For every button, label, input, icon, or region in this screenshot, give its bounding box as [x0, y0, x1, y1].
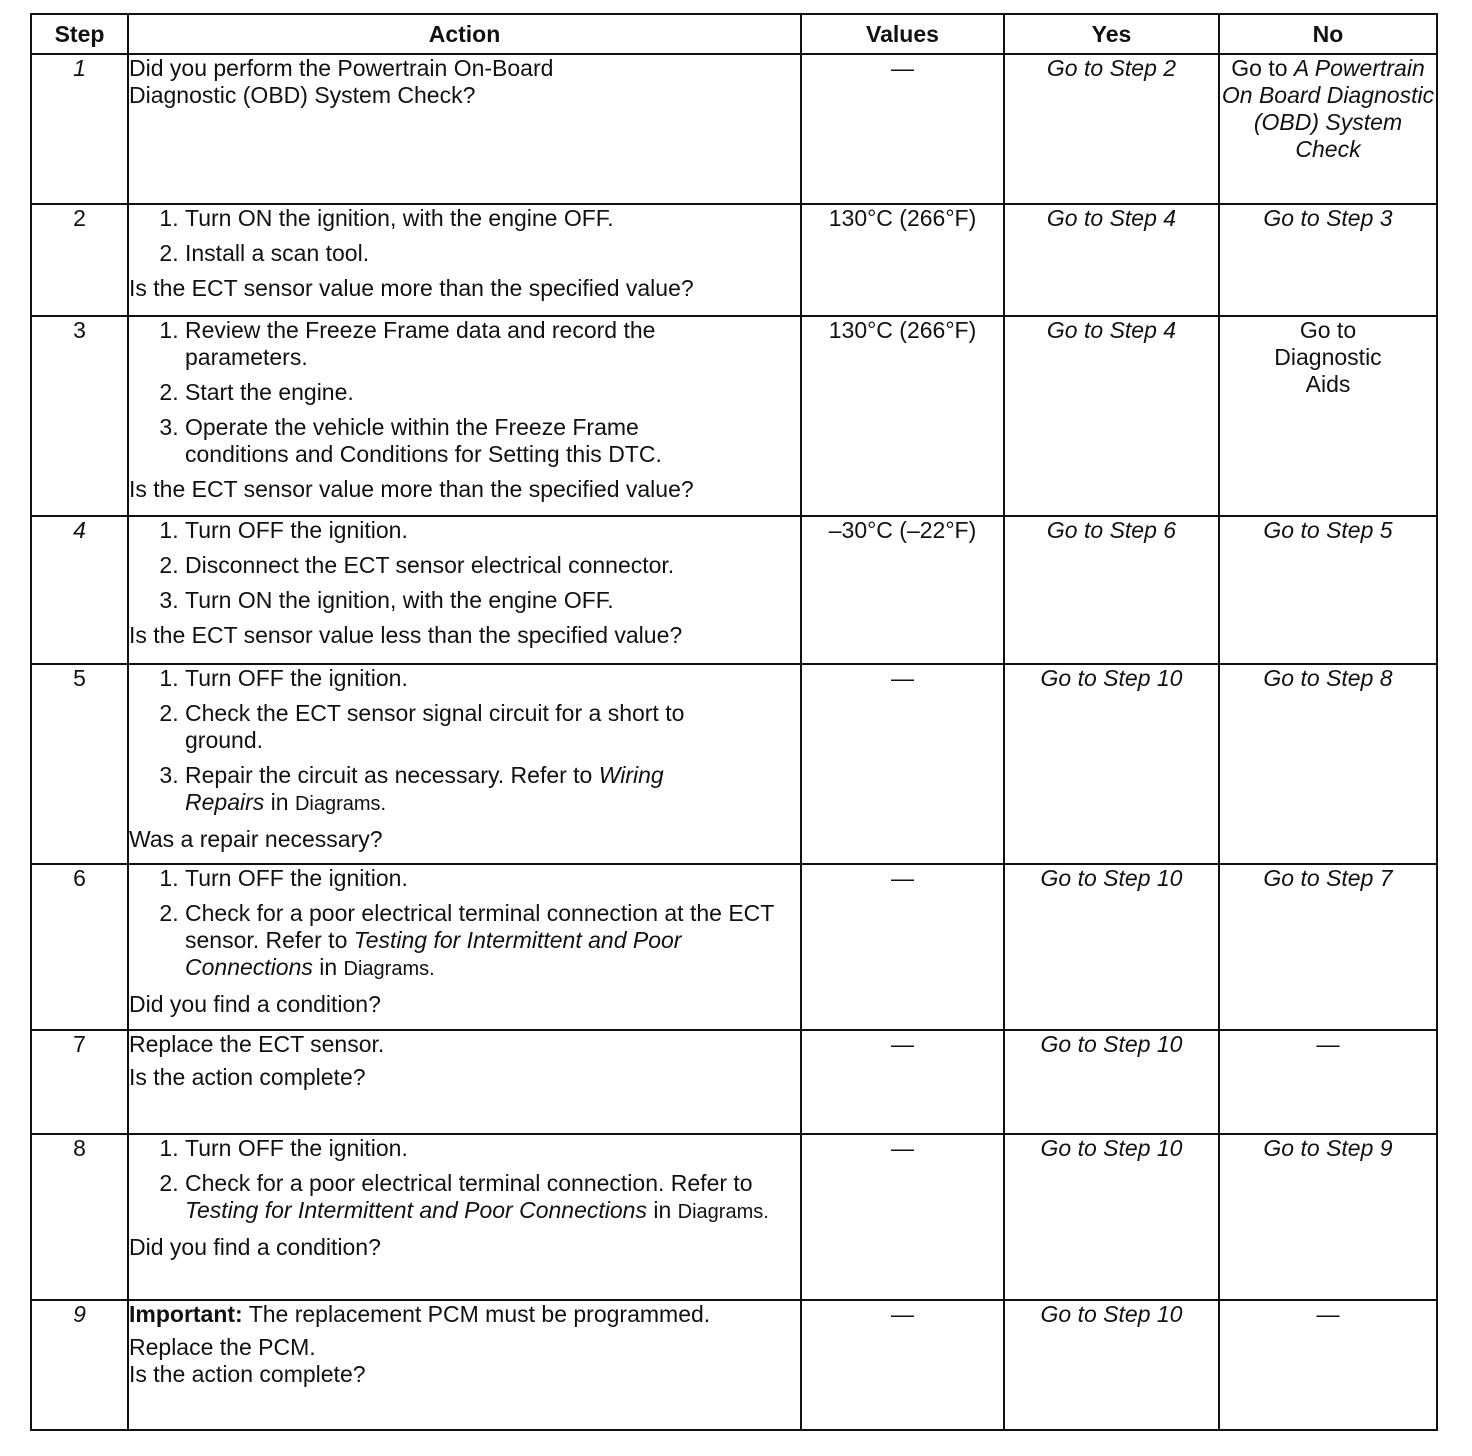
testing-intermittent-link[interactable]: Testing for Intermittent and Poor Connections — [185, 1197, 647, 1223]
step-number: 5 — [31, 664, 128, 864]
action-step: 2. Check the ECT sensor signal circuit for a short to ground. — [185, 700, 740, 754]
action-steps — [129, 517, 800, 614]
action-steps — [129, 205, 800, 267]
action-step: 1. Turn ON the ignition, with the engine OFF. — [185, 205, 800, 232]
yes-link[interactable]: Go to Step 4 — [1004, 316, 1219, 516]
step-number: 1 — [31, 54, 128, 204]
step-number: 8 — [31, 1134, 128, 1300]
header-no: No — [1219, 14, 1437, 54]
table-row-step-3 — [31, 316, 1437, 516]
yes-link[interactable]: Go to Step 10 — [1004, 864, 1219, 1030]
action-cell — [128, 1030, 801, 1134]
step-number: 7 — [31, 1030, 128, 1134]
action-line: Replace the PCM. — [129, 1334, 316, 1360]
no-link[interactable]: Go to Diagnostic Aids — [1219, 316, 1437, 516]
action-step: 1. Review the Freeze Frame data and record the parameters. — [185, 317, 730, 371]
table-row-step-8 — [31, 1134, 1437, 1300]
header-step: Step — [31, 14, 128, 54]
wiring-repairs-link[interactable]: Wiring Repairs — [185, 762, 664, 815]
yes-link[interactable]: Go to Step 10 — [1004, 1300, 1219, 1430]
no-link-prefix: Go to — [1231, 55, 1288, 81]
action-steps — [129, 865, 800, 983]
header-yes: Yes — [1004, 14, 1219, 54]
action-question: Is the action complete? — [129, 1361, 366, 1387]
action-step: 3. Operate the vehicle within the Freeze Frame conditions and Conditions for Setting this DTC. — [185, 414, 730, 468]
value-cell: — — [801, 1300, 1004, 1430]
diagnostic-table — [30, 13, 1438, 1431]
value-cell: — — [801, 864, 1004, 1030]
action-cell — [128, 864, 801, 1030]
action-cell — [128, 54, 801, 204]
action-question: Did you find a condition? — [129, 991, 381, 1017]
header-values: Values — [801, 14, 1004, 54]
yes-link[interactable]: Go to Step 6 — [1004, 516, 1219, 664]
action-steps — [129, 1135, 800, 1226]
step-number: 6 — [31, 864, 128, 1030]
testing-intermittent-link[interactable]: Testing for Intermittent and Poor Connections — [185, 927, 682, 980]
action-cell — [128, 516, 801, 664]
no-link[interactable]: Go to Step 8 — [1219, 664, 1437, 864]
header-action: Action — [128, 14, 801, 54]
action-step: 2. Check for a poor electrical terminal connection at the ECT sensor. Refer to Testing for Intermittent and Poor Connections in Diagrams. — [185, 900, 800, 983]
action-step: 2. Check for a poor electrical terminal connection. Refer to Testing for Intermittent and Poor Connections in Diagrams. — [185, 1170, 800, 1226]
action-step: 1. Turn OFF the ignition. — [185, 1135, 800, 1162]
action-step: 1. Turn OFF the ignition. — [185, 517, 800, 544]
step-number: 4 — [31, 516, 128, 664]
no-value: — — [1219, 1030, 1437, 1134]
action-question: Did you perform the Powertrain On-Board Diagnostic (OBD) System Check? — [129, 55, 554, 108]
action-cell — [128, 664, 801, 864]
yes-link[interactable]: Go to Step 4 — [1004, 204, 1219, 316]
table-row-step-4 — [31, 516, 1437, 664]
yes-link[interactable]: Go to Step 2 — [1004, 54, 1219, 204]
action-question: Is the action complete? — [129, 1064, 366, 1090]
step-number: 9 — [31, 1300, 128, 1430]
value-cell: — — [801, 1134, 1004, 1300]
table-row-step-9 — [31, 1300, 1437, 1430]
no-value: — — [1219, 1300, 1437, 1430]
value-cell: 130°C (266°F) — [801, 316, 1004, 516]
value-cell: — — [801, 1030, 1004, 1134]
table-row-step-5 — [31, 664, 1437, 864]
action-steps — [129, 317, 800, 468]
action-question: Is the ECT sensor value less than the specified value? — [129, 622, 683, 648]
action-steps — [129, 665, 800, 818]
step-number: 2 — [31, 204, 128, 316]
important-label: Important: — [129, 1301, 243, 1327]
no-link[interactable]: Go to Step 3 — [1219, 204, 1437, 316]
action-step: 1. Turn OFF the ignition. — [185, 865, 800, 892]
action-step: 2. Disconnect the ECT sensor electrical connector. — [185, 552, 800, 579]
action-cell — [128, 316, 801, 516]
table-row-step-2 — [31, 204, 1437, 316]
value-cell: — — [801, 664, 1004, 864]
action-step: 2. Start the engine. — [185, 379, 730, 406]
action-question: Did you find a condition? — [129, 1234, 381, 1260]
action-line: Replace the ECT sensor. — [129, 1031, 385, 1057]
no-link[interactable]: Go to Step 9 — [1219, 1134, 1437, 1300]
header-row — [31, 14, 1437, 54]
action-question: Was a repair necessary? — [129, 826, 383, 852]
no-link[interactable]: Go to Step 5 — [1219, 516, 1437, 664]
no-link-target[interactable]: A Powertrain On Board Diagnostic (OBD) System Check — [1221, 55, 1435, 162]
action-step: 3. Repair the circuit as necessary. Refer to Wiring Repairs in Diagrams. — [185, 762, 740, 818]
action-question: Is the ECT sensor value more than the specified value? — [129, 275, 694, 301]
value-cell: 130°C (266°F) — [801, 204, 1004, 316]
yes-link[interactable]: Go to Step 10 — [1004, 1030, 1219, 1134]
important-note: Important: The replacement PCM must be programmed. — [129, 1301, 711, 1327]
action-question: Is the ECT sensor value more than the specified value? — [129, 476, 694, 502]
yes-link[interactable]: Go to Step 10 — [1004, 664, 1219, 864]
action-cell — [128, 204, 801, 316]
action-step: 3. Turn ON the ignition, with the engine OFF. — [185, 587, 800, 614]
table-row-step-7 — [31, 1030, 1437, 1134]
action-step: 1. Turn OFF the ignition. — [185, 665, 740, 692]
value-cell: — — [801, 54, 1004, 204]
yes-link[interactable]: Go to Step 10 — [1004, 1134, 1219, 1300]
action-cell — [128, 1134, 801, 1300]
no-link[interactable] — [1219, 54, 1437, 204]
value-cell: –30°C (–22°F) — [801, 516, 1004, 664]
step-number: 3 — [31, 316, 128, 516]
table-row-step-1 — [31, 54, 1437, 204]
action-cell — [128, 1300, 801, 1430]
no-link[interactable]: Go to Step 7 — [1219, 864, 1437, 1030]
table-row-step-6 — [31, 864, 1437, 1030]
action-step: 2. Install a scan tool. — [185, 240, 800, 267]
